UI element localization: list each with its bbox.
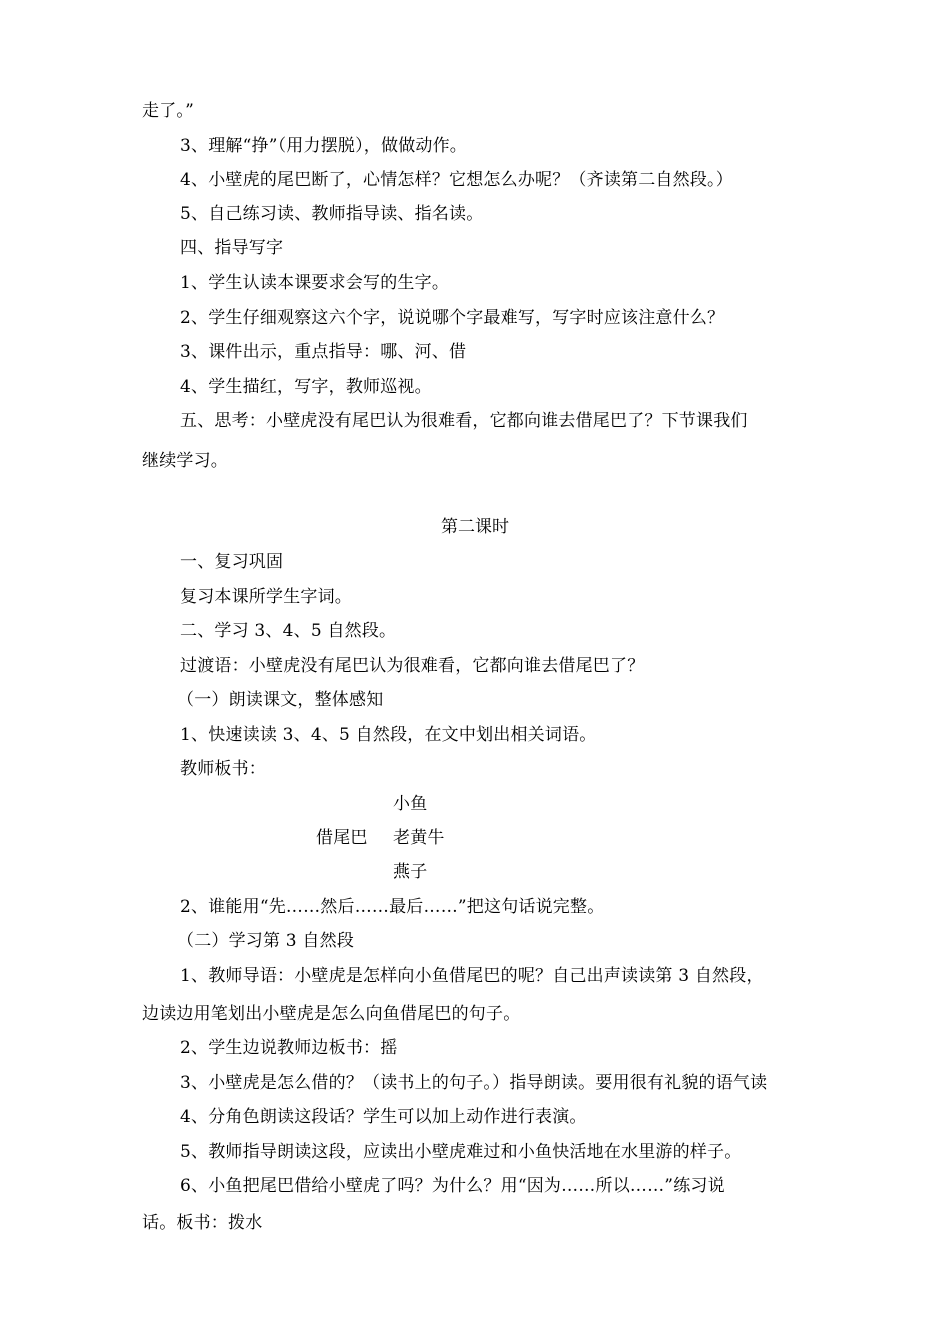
teach-step-6: 6、小鱼把尾巴借给小壁虎了吗？为什么？用“因为……所以……”练习说: [180, 1176, 725, 1196]
writing-step-2: 2、学生仔细观察这六个字，说说哪个字最难写，写字时应该注意什么？: [180, 308, 725, 328]
step-5: 5、自己练习读、教师指导读、指名读。: [180, 204, 484, 224]
paragraph-continuation: 走了。”: [142, 101, 194, 121]
board-label: 教师板书：: [180, 759, 266, 779]
teach-step-3: 3、小壁虎是怎么借的？（读书上的句子。）指导朗读。要用很有礼貌的语气读: [180, 1073, 768, 1093]
writing-step-4: 4、学生描红，写字，教师巡视。: [180, 377, 432, 397]
step-3: 3、理解“挣”（用力摆脱），做做动作。: [180, 136, 467, 156]
teach-step-1-continuation: 边读边用笔划出小壁虎是怎么向鱼借尾巴的句子。: [142, 1004, 521, 1024]
question-2: 2、谁能用“先……然后……最后……”把这句话说完整。: [180, 897, 605, 917]
question-1: 1、快速读读 3、4、5 自然段，在文中划出相关词语。: [180, 725, 597, 745]
teach-step-2: 2、学生边说教师边板书：摇: [180, 1038, 398, 1058]
board-item-ox: 老黄牛: [393, 828, 445, 848]
review-body: 复习本课所学生字词。: [180, 587, 352, 607]
section-heading-thinking: 五、思考：小壁虎没有尾巴认为很难看，它都向谁去借尾巴了？下节课我们: [180, 411, 748, 431]
part-2-heading: （二）学习第 3 自然段: [177, 931, 355, 951]
transition-line: 过渡语：小壁虎没有尾巴认为很难看，它都向谁去借尾巴了？: [180, 656, 645, 676]
teach-step-6-continuation: 话。板书：拨水: [142, 1213, 263, 1233]
teach-step-1: 1、教师导语：小壁虎是怎样向小鱼借尾巴的呢？自己出声读读第 3 自然段，: [180, 966, 764, 986]
step-4: 4、小壁虎的尾巴断了，心情怎样？它想怎么办呢？（齐读第二自然段。）: [180, 170, 733, 190]
teach-step-5: 5、教师指导朗读这段，应读出小壁虎难过和小鱼快活地在水里游的样子。: [180, 1142, 742, 1162]
section-heading-writing: 四、指导写字: [180, 238, 284, 258]
board-item-borrow-tail: 借尾巴: [316, 828, 368, 848]
board-item-fish: 小鱼: [393, 794, 428, 814]
writing-step-3: 3、课件出示，重点指导：哪、河、借: [180, 342, 467, 362]
part-1-heading: （一）朗读课文，整体感知: [177, 690, 384, 710]
thinking-continuation: 继续学习。: [142, 451, 228, 471]
board-item-swallow: 燕子: [393, 862, 428, 882]
lesson-2-title: 第二课时: [441, 517, 509, 537]
writing-step-1: 1、学生认读本课要求会写的生字。: [180, 273, 450, 293]
review-heading: 一、复习巩固: [180, 552, 284, 572]
study-heading: 二、学习 3、4、5 自然段。: [180, 621, 397, 641]
teach-step-4: 4、分角色朗读这段话？学生可以加上动作进行表演。: [180, 1107, 587, 1127]
